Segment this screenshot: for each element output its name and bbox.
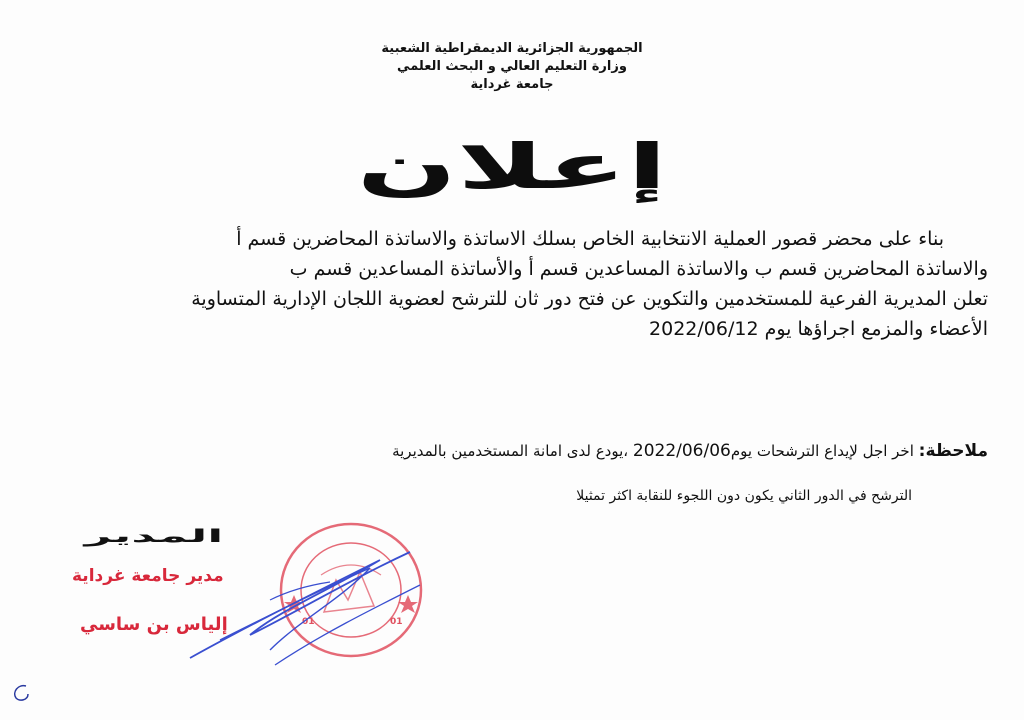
body-line-4: الأعضاء والمزمع اجراؤها يوم 2022/06/12 xyxy=(649,318,988,340)
stamp-left-number: 01 xyxy=(302,617,315,627)
stamp-right-number: 01 xyxy=(390,617,403,627)
body-line-1: بناء على محضر قصور العملية الانتخابية الخاص بسلك الاساتذة والاساتذة المحاضرين قسم أ xyxy=(236,228,944,250)
signature-title-text: المدير xyxy=(84,526,224,547)
note-text-after: ،يودع لدى امانة المستخدمين بالمديرية xyxy=(392,442,633,460)
header-republic: الجمهورية الجزائرية الديمقراطية الشعبية xyxy=(381,41,643,56)
announcement-title: إعلان xyxy=(356,130,668,203)
signature-name: إلياس بن ساسي xyxy=(80,614,228,635)
header-university: جامعة غرداية xyxy=(470,77,554,92)
document-header xyxy=(0,40,1024,94)
handwritten-signature xyxy=(180,540,430,670)
pen-mark-icon xyxy=(8,680,34,706)
note-line xyxy=(38,440,988,462)
header-ministry: وزارة التعليم العالي و البحث العلمي xyxy=(397,59,627,74)
note-label: ملاحظة: xyxy=(918,441,988,461)
announcement-body xyxy=(38,224,988,344)
body-line-3: تعلن المديرية الفرعية للمستخدمين والتكوين عن فتح دور ثان للترشح لعضوية اللجان الإدارية المتساوية xyxy=(191,288,988,310)
body-line-2: والاساتذة المحاضرين قسم ب والاساتذة المساعدين قسم أ والأساتذة المساعدين قسم ب xyxy=(289,258,988,280)
signature-position: مدير جامعة غرداية xyxy=(72,566,224,586)
note-deadline-date: 2022/06/06 xyxy=(632,441,731,461)
note-second-line: الترشح في الدور الثاني يكون دون اللجوء للنقابة اكثر تمثيلا xyxy=(576,488,912,504)
note-text-before: اخر اجل لإيداع الترشحات يوم xyxy=(730,442,919,460)
